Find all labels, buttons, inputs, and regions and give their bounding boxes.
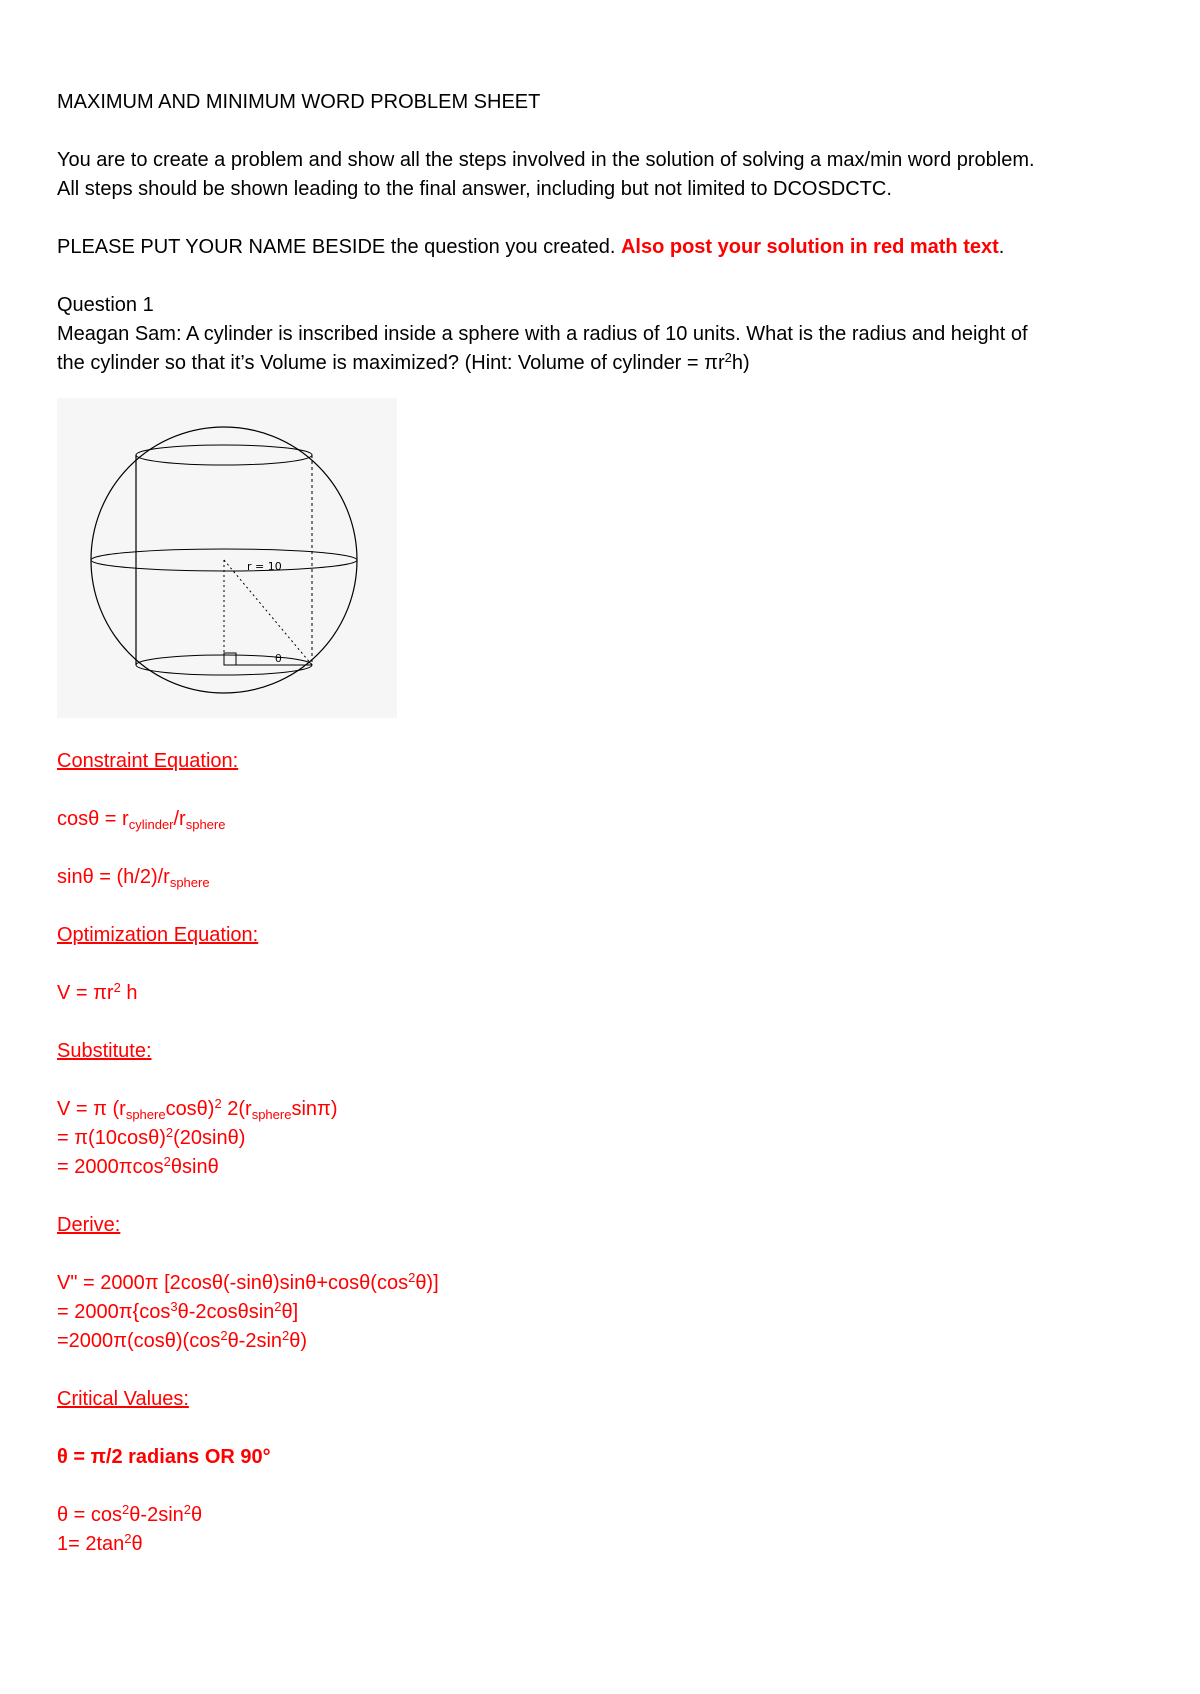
derive-line-3	[57, 1327, 1157, 1356]
derive-line-1	[57, 1269, 1157, 1298]
sphere-cylinder-diagram	[57, 398, 397, 718]
critical-line-1	[57, 1501, 1157, 1530]
optimization-equation	[57, 979, 1157, 1008]
d2-c: θ]	[281, 1301, 299, 1323]
optimization-heading: Optimization Equation:	[57, 924, 259, 946]
c1-c: θ	[191, 1504, 203, 1526]
intro-line-2: All steps should be shown leading to the final answer, including but not limited to DCOSDCTC.	[57, 178, 892, 200]
sub1-a: V = π (r	[57, 1098, 126, 1120]
sub2-b: (20sinθ)	[173, 1127, 246, 1149]
instruction-plain: PLEASE PUT YOUR NAME BESIDE the question you created.	[57, 236, 621, 258]
sub2-exponent: 2	[165, 1125, 174, 1140]
substitute-line-3	[57, 1153, 1157, 1182]
d2-a: = 2000π{cos	[57, 1301, 171, 1323]
sub3-b: θsinθ	[170, 1156, 219, 1178]
intro-line-1: You are to create a problem and show all the steps involved in the solution of solving a max/min word problem.	[57, 149, 1035, 171]
c2-a: 1= 2tan	[57, 1533, 125, 1555]
sub1-b: cosθ)	[165, 1098, 215, 1120]
instruction-line	[57, 233, 1157, 262]
sin-sub-sphere: sphere	[169, 875, 210, 890]
sin-text: sinθ = (h/2)/r	[57, 866, 170, 888]
sub1-exponent: 2	[214, 1096, 222, 1111]
sub1-d: sinπ)	[291, 1098, 338, 1120]
c1-exponent-1: 2	[122, 1502, 130, 1517]
sheet-title: MAXIMUM AND MINIMUM WORD PROBLEM SHEET	[57, 91, 541, 113]
sub2-a: = π(10cosθ)	[57, 1127, 166, 1149]
d2-b: θ-2cosθsin	[177, 1301, 275, 1323]
opt-h: h	[120, 982, 138, 1004]
question-line-2	[57, 349, 1157, 378]
question-line-2-text: the cylinder so that it’s Volume is maximized? (Hint: Volume of cylinder = πr	[57, 352, 725, 374]
critical-line-2	[57, 1530, 1157, 1559]
critical-value-bold: θ = π/2 radians OR 90°	[57, 1446, 271, 1468]
d3-exponent-1: 2	[220, 1328, 228, 1343]
sub1-c: 2(r	[221, 1098, 252, 1120]
sub3-exponent: 2	[163, 1154, 171, 1169]
sub3-a: = 2000πcos	[57, 1156, 164, 1178]
document-body	[57, 88, 1157, 1559]
radius-label: r = 10	[247, 560, 282, 573]
question-line-1: Meagan Sam: A cylinder is inscribed inside a sphere with a radius of 10 units. What is the radius and height of	[57, 323, 1028, 345]
constraint-sin	[57, 863, 1157, 892]
question-line-2-end: h)	[731, 352, 750, 374]
angle-label: θ	[275, 652, 282, 665]
sub1-sub-sphere: sphere	[125, 1107, 166, 1122]
d3-b: θ-2sin	[227, 1330, 283, 1352]
constraint-heading: Constraint Equation:	[57, 750, 239, 772]
constraint-cos	[57, 805, 1157, 834]
c1-exponent-2: 2	[183, 1502, 191, 1517]
substitute-heading: Substitute:	[57, 1040, 152, 1062]
d3-a: =2000π(cosθ)(cos	[57, 1330, 221, 1352]
instruction-red-note: Also post your solution in red math text	[620, 236, 999, 258]
c2-exponent: 2	[124, 1531, 132, 1546]
cos-text: cosθ = r	[57, 808, 129, 830]
d3-c: θ)	[289, 1330, 308, 1352]
d3-exponent-2: 2	[282, 1328, 290, 1343]
derive-heading: Derive:	[57, 1214, 121, 1236]
d1-exponent: 2	[408, 1270, 416, 1285]
radius-line	[224, 560, 312, 665]
d1-b: θ)]	[415, 1272, 439, 1294]
d1-a: V" = 2000π [2cosθ(-sinθ)sinθ+cosθ(cos	[57, 1272, 409, 1294]
instruction-period: .	[998, 236, 1005, 258]
question-exponent: 2	[724, 350, 732, 365]
cylinder-top-ellipse	[136, 445, 312, 465]
diagram-svg	[57, 398, 397, 718]
cos-sub-cylinder: cylinder	[128, 817, 174, 832]
c2-b: θ	[131, 1533, 143, 1555]
d2-exponent-2: 2	[274, 1299, 282, 1314]
solution-block	[57, 747, 1157, 1559]
sub1-sub-sphere-2: sphere	[251, 1107, 292, 1122]
cos-sub-sphere: sphere	[185, 817, 226, 832]
derive-line-2	[57, 1298, 1157, 1327]
d2-exponent-1: 3	[170, 1299, 178, 1314]
opt-exponent: 2	[113, 980, 121, 995]
critical-heading: Critical Values:	[57, 1388, 189, 1410]
c1-a: θ = cos	[57, 1504, 123, 1526]
c1-b: θ-2sin	[129, 1504, 184, 1526]
substitute-line-1	[57, 1095, 1157, 1124]
opt-text: V = πr	[57, 982, 114, 1004]
substitute-line-2	[57, 1124, 1157, 1153]
question-heading: Question 1	[57, 294, 154, 316]
cos-divide: /r	[173, 808, 186, 830]
